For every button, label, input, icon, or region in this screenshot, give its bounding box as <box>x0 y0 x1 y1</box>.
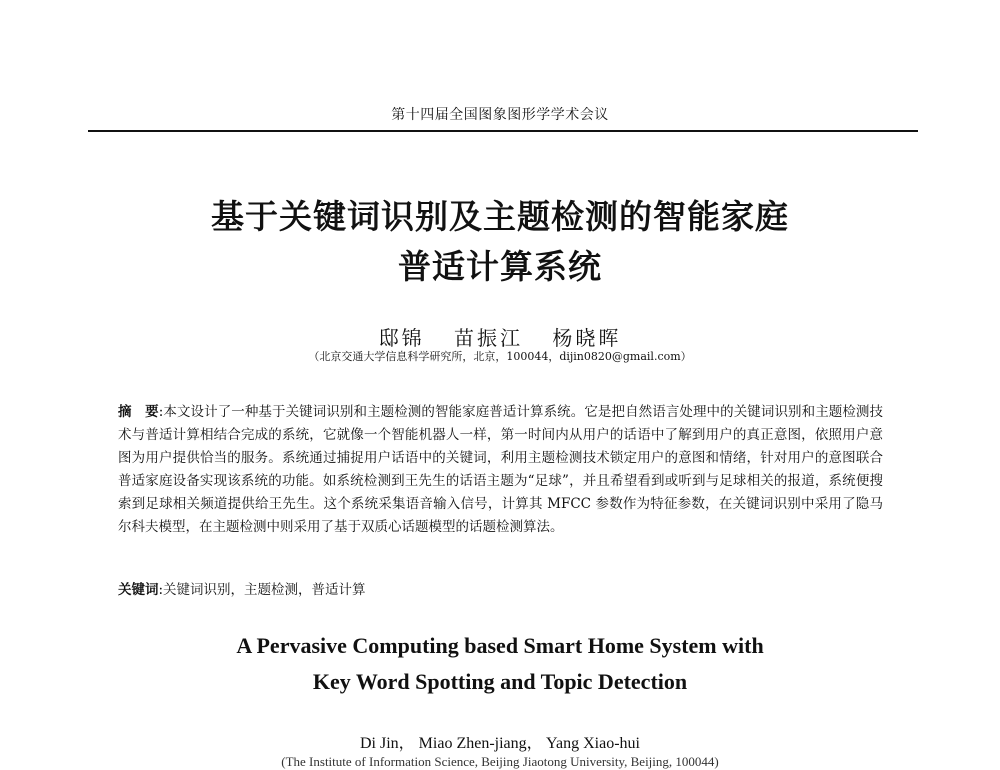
keywords-label: 关键词 <box>118 582 159 598</box>
chinese-author-1: 邸锦 <box>378 326 425 350</box>
english-authors: Di Jin， Miao Zhen-jiang， Yang Xiao-hui <box>360 735 640 752</box>
chinese-abstract <box>118 401 883 539</box>
running-header: 第十四届全国图象图形学学术会议 <box>391 107 609 123</box>
english-title-line-1: A Pervasive Computing based Smart Home System with <box>236 633 764 658</box>
chinese-affiliation: （北京交通大学信息科学研究所，北京，100044，dijin0820@gmail.com） <box>308 350 692 363</box>
chinese-title-line-1: 基于关键词识别及主题检测的智能家庭 <box>211 197 789 236</box>
english-affiliation-partial: (The Institute of Information Science, Beijing Jiaotong University, Beijing, 100044) <box>281 754 719 769</box>
chinese-title-line-2: 普适计算系统 <box>398 247 602 286</box>
chinese-author-2: 苗振江 <box>454 326 523 350</box>
abstract-label: 摘 要 <box>118 404 159 420</box>
chinese-keywords <box>118 579 883 601</box>
chinese-title <box>0 192 1000 292</box>
chinese-authors <box>0 322 1000 351</box>
english-title-line-2: Key Word Spotting and Topic Detection <box>312 669 688 694</box>
keywords-text: :关键词识别，主题检测，普适计算 <box>158 582 366 598</box>
header-rule <box>88 130 918 132</box>
english-title <box>0 628 1000 700</box>
chinese-author-3: 杨晓晖 <box>552 326 622 350</box>
abstract-text: :本文设计了一种基于关键词识别和主题检测的智能家庭普适计算系统。它是把自然语言处理中的关键词识别和主题检测技术与普适计算相结合完成的系统，它就像一个智能机器人一样，第一时间内从用户的话语中了解到用户的真正意图，依照用户意图为用户提供恰当的服务。系统通过捕捉用户话语中的关键词，利用主题检测技术锁定用户的意图和情绪，针对用户的意图联合普适家庭设备实现该系统的功能。如系统检测到王先生的话语主题为“足球”，并且希望看到或听到与足球相关的报道，系统便搜索到足球相关频道提供给王先生。这个系统采集语音输入信号，计算其 MFCC 参数作为特征参数，在关键词识别中采用了隐马尔科夫模型，在主题检测中则采用了基于双质心话题模型的话题检测算法。 <box>118 404 884 535</box>
